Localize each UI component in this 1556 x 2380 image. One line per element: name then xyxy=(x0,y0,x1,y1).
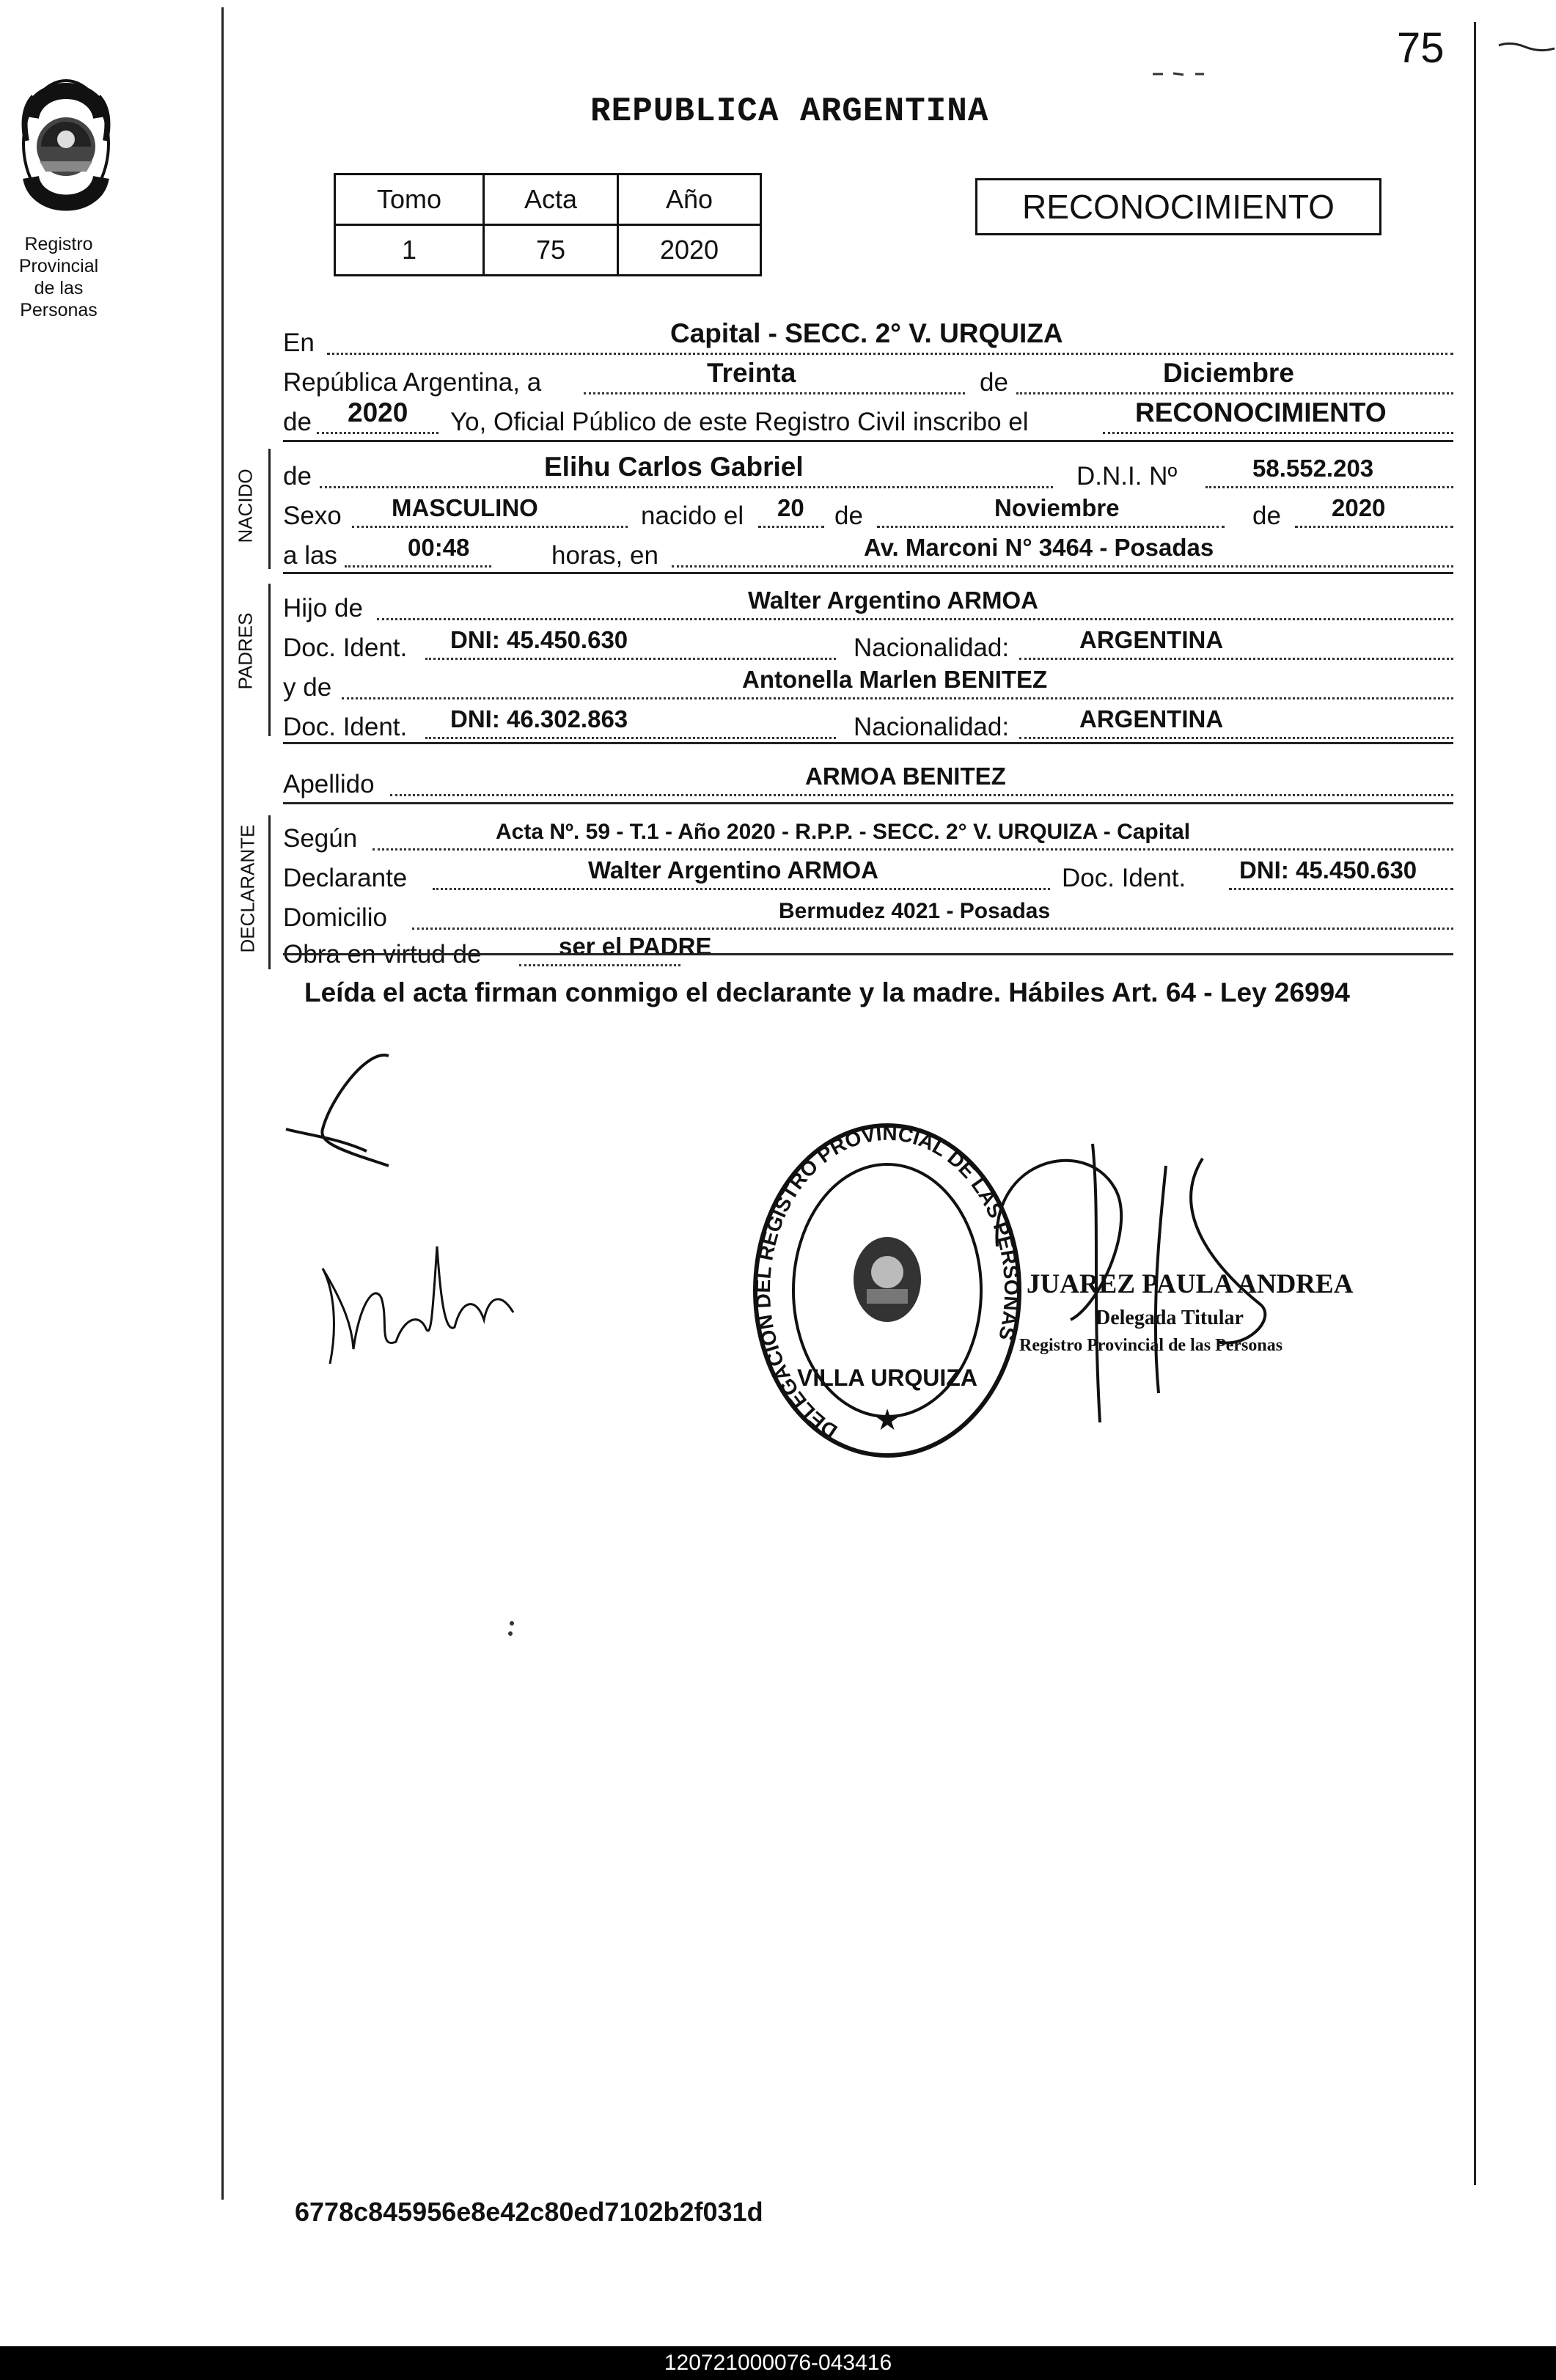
value-father-doc: DNI: 45.450.630 xyxy=(450,626,628,653)
label-doc-ident-father: Doc. Ident. xyxy=(283,633,408,662)
declarant-signature xyxy=(279,1041,411,1173)
document-hash: 6778c845956e8e42c80ed7102b2f031d xyxy=(295,2197,763,2227)
label-nacido-el: nacido el xyxy=(641,502,744,530)
stamp-crest-icon xyxy=(854,1237,921,1322)
row-mother-doc xyxy=(283,705,1453,745)
label-hijo-de: Hijo de xyxy=(283,594,363,622)
label-dni: D.N.I. Nº xyxy=(1076,462,1178,491)
value-child-dni: 58.552.203 xyxy=(1252,455,1374,482)
value-address: Bermudez 4021 - Posadas xyxy=(779,899,1051,923)
table-header-tomo: Tomo xyxy=(335,175,484,225)
stamp-ring-text: DELEGACION DEL REGISTRO PROVINCIAL DE LAS PERSONAS xyxy=(751,1121,1024,1443)
table-value-tomo: 1 xyxy=(335,225,484,276)
label-de: de xyxy=(980,368,1008,397)
value-month: Diciembre xyxy=(1163,358,1294,388)
label-declarante: Declarante xyxy=(283,864,408,892)
value-obra: ser el PADRE xyxy=(559,933,712,960)
value-day: Treinta xyxy=(707,358,796,388)
value-father-name: Walter Argentino ARMOA xyxy=(748,587,1038,614)
document-type-box: RECONOCIMIENTO xyxy=(975,178,1381,235)
official-title: Delegada Titular xyxy=(1096,1307,1244,1329)
value-birth-place: Av. Marconi N° 3464 - Posadas xyxy=(864,534,1214,561)
value-mother-nationality: ARGENTINA xyxy=(1079,705,1224,732)
value-birth-time: 00:48 xyxy=(408,534,470,561)
label-doc-ident-declarant: Doc. Ident. xyxy=(1062,864,1186,892)
label-de-birth: de xyxy=(834,502,863,530)
mother-signature xyxy=(308,1202,528,1378)
province-seal-logo xyxy=(19,67,113,216)
row-surname xyxy=(283,763,1453,802)
table-value-acta: 75 xyxy=(484,225,618,276)
value-segun: Acta Nº. 59 - T.1 - Año 2020 - R.P.P. - SECC. 2° V. URQUIZA - Capital xyxy=(496,820,1191,844)
right-margin-line xyxy=(1474,22,1476,2185)
value-child-name: Elihu Carlos Gabriel xyxy=(544,452,804,482)
row-address xyxy=(283,896,1453,936)
misiones-shield-icon xyxy=(19,67,113,213)
stray-mark xyxy=(507,1619,516,1638)
logo-caption-line1: Registro Provincial xyxy=(18,234,99,276)
scan-dash-mark xyxy=(1151,70,1210,78)
official-name: JUAREZ PAULA ANDREA xyxy=(1027,1269,1354,1299)
row-mother-name xyxy=(283,666,1453,705)
value-mother-doc: DNI: 46.302.863 xyxy=(450,705,628,732)
logo-caption-line2: de las Personas xyxy=(20,278,98,320)
row-obra xyxy=(283,933,1453,972)
table-value-ano: 2020 xyxy=(618,225,761,276)
left-margin-line xyxy=(221,7,224,2200)
label-domicilio: Domicilio xyxy=(283,903,387,932)
label-officer-text: Yo, Oficial Público de este Registro Civil inscribo el xyxy=(450,408,1029,436)
stamp-inner-text: VILLA URQUIZA xyxy=(797,1365,977,1391)
section-label-nacido: NACIDO xyxy=(234,469,257,543)
label-obra: Obra en virtud de xyxy=(283,940,482,969)
section-label-padres: PADRES xyxy=(234,612,257,690)
row-father-name xyxy=(283,587,1453,626)
label-sexo: Sexo xyxy=(283,502,342,530)
value-place: Capital - SECC. 2° V. URQUIZA xyxy=(670,318,1063,348)
label-horas-en: horas, en xyxy=(551,541,658,570)
label-de-year: de xyxy=(283,408,312,436)
row-year xyxy=(283,397,1453,440)
label-y-de: y de xyxy=(283,673,332,702)
section-label-declarante: DECLARANTE xyxy=(236,824,259,953)
value-birth-year: 2020 xyxy=(1332,494,1386,521)
label-republica: República Argentina, a xyxy=(283,368,542,397)
row-declarant xyxy=(283,856,1453,896)
row-sex-birth xyxy=(283,494,1453,534)
registry-table-header xyxy=(335,175,761,225)
table-header-ano: Año xyxy=(618,175,761,225)
label-a-las: a las xyxy=(283,541,337,570)
value-year: 2020 xyxy=(348,397,408,427)
label-de-birth-year: de xyxy=(1252,502,1281,530)
value-birth-day: 20 xyxy=(777,494,804,521)
row-segun xyxy=(283,817,1453,856)
label-segun: Según xyxy=(283,824,358,853)
row-child-name xyxy=(283,452,1453,494)
table-header-acta: Acta xyxy=(484,175,618,225)
value-birth-month: Noviembre xyxy=(994,494,1120,521)
label-de-child: de xyxy=(283,462,312,491)
value-surname: ARMOA BENITEZ xyxy=(805,763,1006,790)
corner-mark xyxy=(1496,37,1556,59)
label-doc-ident-mother: Doc. Ident. xyxy=(283,713,408,741)
row-date xyxy=(283,358,1453,400)
value-mother-name: Antonella Marlen BENITEZ xyxy=(742,666,1048,693)
value-declarant-doc: DNI: 45.450.630 xyxy=(1239,856,1417,884)
label-nacionalidad-father: Nacionalidad: xyxy=(854,633,1010,662)
label-nacionalidad-mother: Nacionalidad: xyxy=(854,713,1010,741)
row-father-doc xyxy=(283,626,1453,666)
registry-table xyxy=(334,173,762,276)
document-title: REPUBLICA ARGENTINA xyxy=(590,92,989,131)
closing-statement: Leída el acta firman conmigo el declarante y la madre. Hábiles Art. 64 - Ley 26994 xyxy=(304,977,1350,1007)
label-apellido: Apellido xyxy=(283,770,375,798)
logo-caption xyxy=(0,233,117,321)
row-birth-time-place xyxy=(283,534,1453,573)
label-en: En xyxy=(283,328,315,357)
page-number: 75 xyxy=(1397,24,1445,72)
official-office: Registro Provincial de las Personas xyxy=(1019,1336,1283,1355)
value-declarant-name: Walter Argentino ARMOA xyxy=(588,856,878,884)
footer-bar xyxy=(0,2346,1556,2380)
value-act-kind: RECONOCIMIENTO xyxy=(1135,397,1387,427)
row-place xyxy=(283,318,1453,361)
value-father-nationality: ARGENTINA xyxy=(1079,626,1224,653)
value-sex: MASCULINO xyxy=(392,494,538,521)
registry-table-values xyxy=(335,225,761,276)
footer-code: 120721000076-043416 xyxy=(664,2351,892,2375)
stamp-star-icon: ★ xyxy=(874,1404,900,1436)
